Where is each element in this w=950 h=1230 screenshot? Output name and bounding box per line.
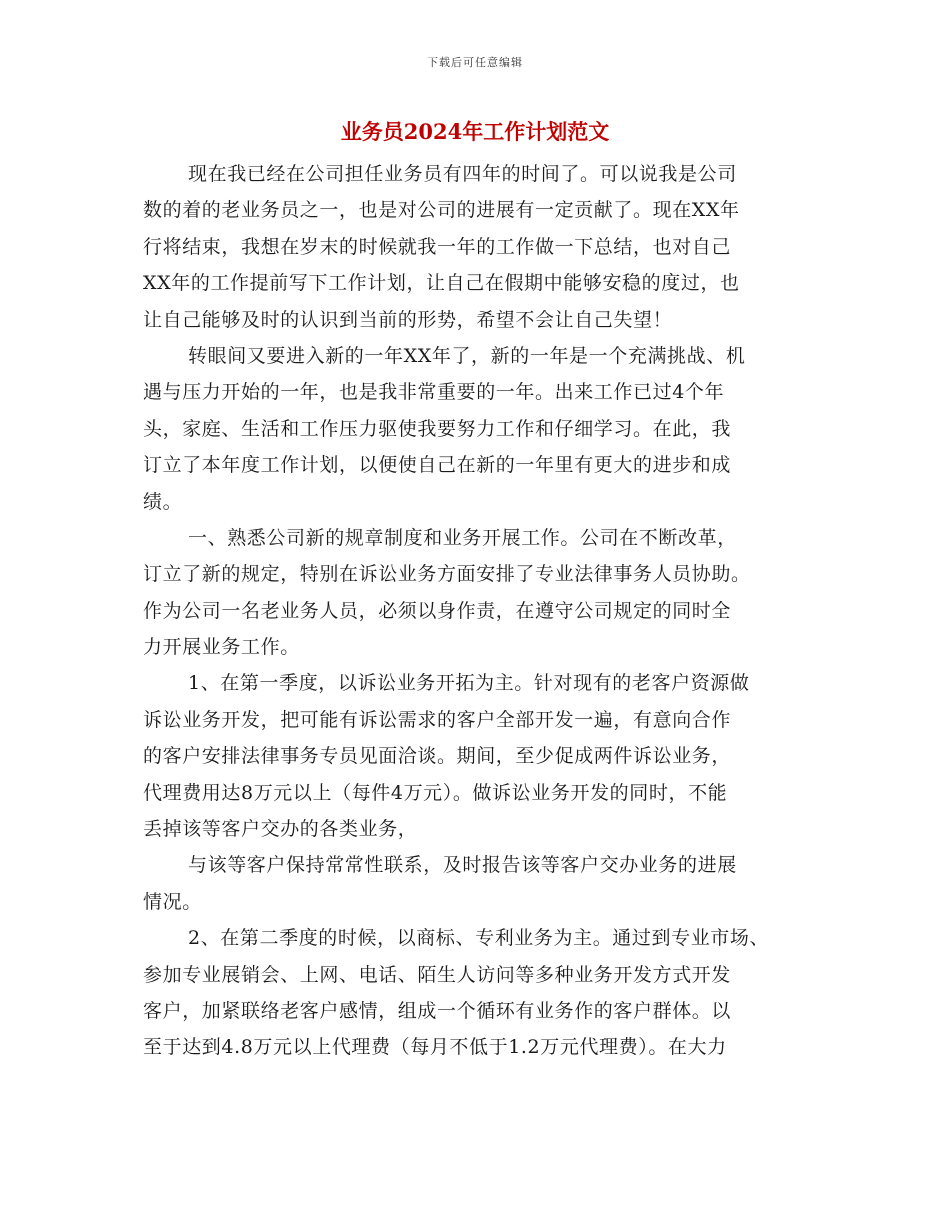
body-line: 客户，加紧联络老客户感情，组成一个循环有业务作的客户群体。以 <box>143 999 732 1022</box>
body-line: 的客户安排法律事务专员见面洽谈。期间，至少促成两件诉讼业务， <box>143 745 732 768</box>
body-line: 参加专业展销会、上网、电话、陌生人访问等多种业务开发方式开发 <box>143 963 732 986</box>
body-line: 行将结束，我想在岁末的时候就我一年的工作做一下总结，也对自己 <box>143 235 732 258</box>
body-line: 现在我已经在公司担任业务员有四年的时间了。可以说我是公司 <box>188 163 737 185</box>
body-line: 订立了新的规定，特别在诉讼业务方面安排了专业法律事务人员协助。 <box>143 563 751 586</box>
body-line: 订立了本年度工作计划，以便使自己在新的一年里有更大的进步和成 <box>143 454 732 477</box>
body-line: 力开展业务工作。 <box>143 636 300 659</box>
header-note: 下载后可任意编辑 <box>427 56 523 69</box>
body-line: 数的着的老业务员之一，也是对公司的进展有一定贡献了。现在XX年 <box>143 199 740 222</box>
body-line: 一、熟悉公司新的规章制度和业务开展工作。公司在不断改革， <box>188 526 737 549</box>
body-line: 至于达到4.8万元以上代理费（每月不低于1.2万元代理费）。在大力 <box>143 1036 727 1059</box>
document-title: 业务员2024年工作计划范文 <box>340 119 610 144</box>
body-line: 2、在第二季度的时候，以商标、专利业务为主。通过到专业市场、 <box>188 927 770 950</box>
body-line: 代理费用达8万元以上（每件4万元）。做诉讼业务开发的同时，不能 <box>143 781 728 804</box>
document-body <box>143 156 823 1066</box>
body-line: 1、在第一季度，以诉讼业务开拓为主。针对现有的老客户资源做 <box>188 672 750 695</box>
body-line: 作为公司一名老业务人员，必须以身作责，在遵守公司规定的同时全 <box>143 599 732 622</box>
body-line: 转眼间又要进入新的一年XX年了，新的一年是一个充满挑战、机 <box>188 344 746 367</box>
body-line: XX年的工作提前写下工作计划，让自己在假期中能够安稳的度过，也 <box>143 272 740 295</box>
body-line: 情况。 <box>143 890 202 913</box>
body-line: 与该等客户保持常常性联系，及时报告该等客户交办业务的进展 <box>188 854 737 877</box>
body-line: 头，家庭、生活和工作压力驱使我要努力工作和仔细学习。在此，我 <box>143 417 732 440</box>
body-line: 丢掉该等客户交办的各类业务， <box>143 818 418 841</box>
body-line: 让自己能够及时的认识到当前的形势，希望不会让自己失望！ <box>143 308 673 331</box>
body-line: 诉讼业务开发，把可能有诉讼需求的客户全部开发一遍，有意向合作 <box>143 708 732 731</box>
body-line: 绩。 <box>143 490 183 513</box>
body-line: 遇与压力开始的一年，也是我非常重要的一年。出来工作已过4个年 <box>143 381 725 404</box>
